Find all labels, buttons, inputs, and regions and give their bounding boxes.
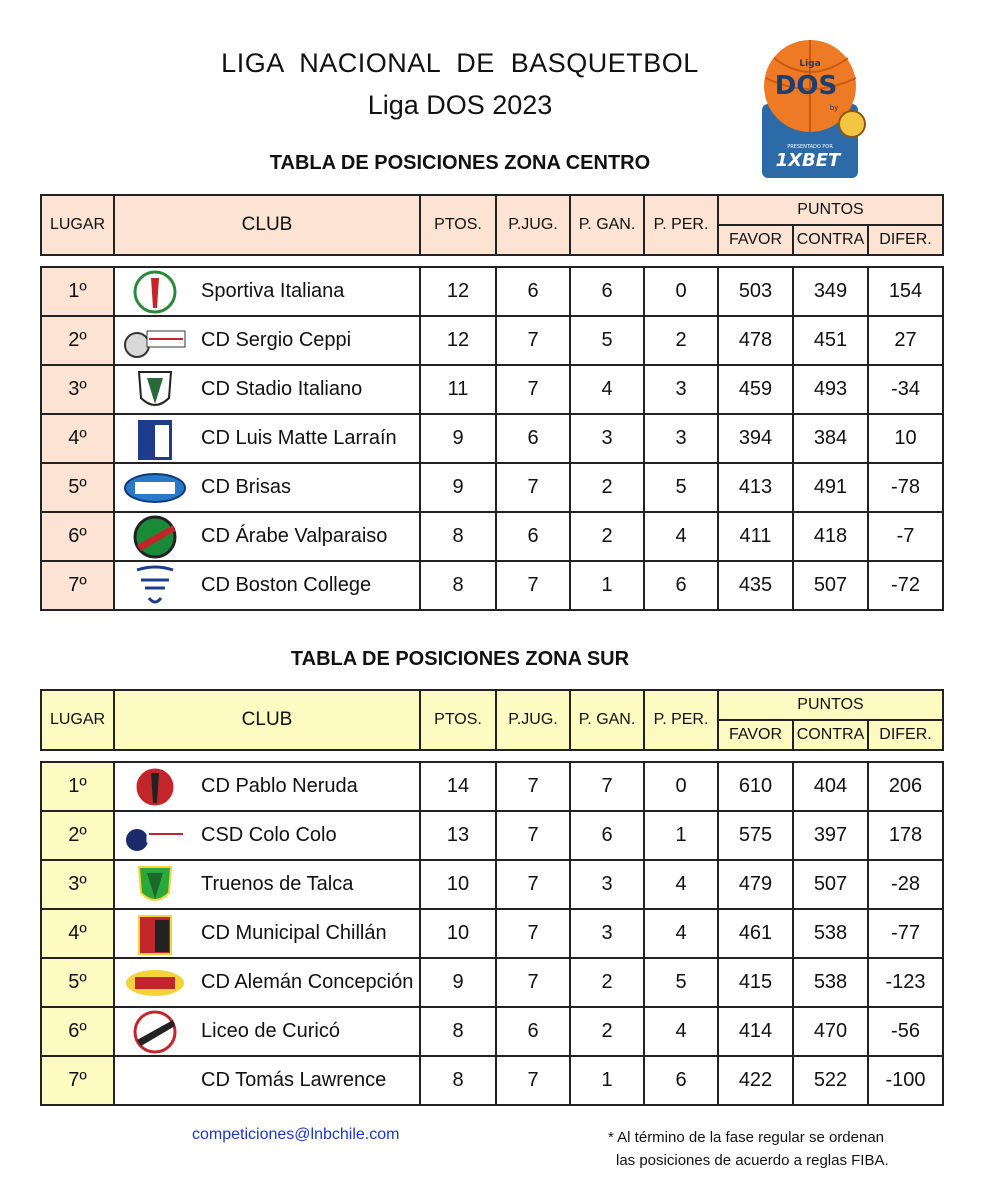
club-cell — [114, 811, 420, 860]
sportiva-italiana-logo-icon — [123, 270, 187, 314]
svg-text:Liga: Liga — [799, 59, 821, 69]
season-subtitle: Liga DOS 2023 — [367, 90, 553, 120]
boston-college-logo-icon — [123, 564, 187, 608]
position-cell: 3º — [41, 365, 114, 414]
pjug-cell: 7 — [496, 561, 570, 610]
ptos-cell: 12 — [420, 316, 496, 365]
table-row — [41, 762, 943, 811]
stadio-italiano-logo-icon — [123, 368, 187, 412]
col-lugar: LUGAR — [41, 690, 114, 750]
favor-cell: 575 — [718, 811, 793, 860]
pper-cell: 1 — [644, 811, 718, 860]
club-cell — [114, 909, 420, 958]
contra-cell: 493 — [793, 365, 868, 414]
favor-cell: 610 — [718, 762, 793, 811]
pgan-cell: 6 — [570, 811, 644, 860]
pper-cell: 5 — [644, 958, 718, 1007]
difer-cell: 27 — [868, 316, 943, 365]
zona-sur-table — [40, 761, 944, 1106]
col-club: CLUB — [114, 690, 420, 750]
club-name: Sportiva Italiana — [201, 280, 345, 302]
club-name: CD Brisas — [201, 476, 292, 498]
pgan-cell: 6 — [570, 267, 644, 316]
club-cell — [114, 958, 420, 1007]
position-cell: 5º — [41, 463, 114, 512]
ptos-cell: 8 — [420, 1007, 496, 1056]
pjug-cell: 7 — [496, 860, 570, 909]
ptos-cell: 9 — [420, 463, 496, 512]
pper-cell: 6 — [644, 561, 718, 610]
pgan-cell: 2 — [570, 463, 644, 512]
table-row — [41, 1056, 943, 1105]
pjug-cell: 7 — [496, 1056, 570, 1105]
ptos-cell: 8 — [420, 561, 496, 610]
favor-cell: 479 — [718, 860, 793, 909]
difer-cell: 154 — [868, 267, 943, 316]
col-ptos: PTOS. — [420, 195, 496, 255]
favor-cell: 422 — [718, 1056, 793, 1105]
pper-cell: 0 — [644, 762, 718, 811]
club-cell — [114, 365, 420, 414]
table-row — [41, 414, 943, 463]
pgan-cell: 2 — [570, 958, 644, 1007]
table-row — [41, 811, 943, 860]
table-row — [41, 1007, 943, 1056]
col-pper: P. PER. — [644, 195, 718, 255]
club-cell — [114, 463, 420, 512]
table-row — [41, 958, 943, 1007]
club-name: CD Sergio Ceppi — [201, 329, 352, 351]
difer-cell: -78 — [868, 463, 943, 512]
pper-cell: 5 — [644, 463, 718, 512]
col-pgan: P. GAN. — [570, 195, 644, 255]
table-row — [41, 316, 943, 365]
zona-centro-header — [40, 194, 944, 256]
pgan-cell: 4 — [570, 365, 644, 414]
ptos-cell: 12 — [420, 267, 496, 316]
position-cell: 4º — [41, 909, 114, 958]
colo-colo-logo-icon — [123, 814, 187, 858]
ptos-cell: 8 — [420, 512, 496, 561]
favor-cell: 415 — [718, 958, 793, 1007]
pper-cell: 4 — [644, 1007, 718, 1056]
pgan-cell: 3 — [570, 414, 644, 463]
arabe-valparaiso-logo-icon — [123, 515, 187, 559]
ptos-cell: 11 — [420, 365, 496, 414]
contra-cell: 384 — [793, 414, 868, 463]
sergio-ceppi-logo-icon — [123, 319, 187, 363]
position-cell: 6º — [41, 512, 114, 561]
difer-cell: -72 — [868, 561, 943, 610]
ptos-cell: 9 — [420, 958, 496, 1007]
position-cell: 7º — [41, 1056, 114, 1105]
contra-cell: 491 — [793, 463, 868, 512]
ptos-cell: 14 — [420, 762, 496, 811]
pjug-cell: 7 — [496, 909, 570, 958]
table-row — [41, 267, 943, 316]
club-name: CD Pablo Neruda — [201, 775, 358, 797]
zona-centro-table — [40, 266, 944, 611]
pper-cell: 3 — [644, 414, 718, 463]
aleman-concepcion-logo-icon — [123, 961, 187, 1005]
ptos-cell: 10 — [420, 909, 496, 958]
pjug-cell: 7 — [496, 316, 570, 365]
pper-cell: 6 — [644, 1056, 718, 1105]
tomas-lawrence-logo-icon — [123, 1059, 187, 1103]
svg-text:1XBET: 1XBET — [775, 150, 841, 171]
pjug-cell: 7 — [496, 463, 570, 512]
contra-cell: 538 — [793, 958, 868, 1007]
table-row — [41, 463, 943, 512]
club-cell — [114, 1056, 420, 1105]
col-puntos: PUNTOS — [718, 195, 943, 225]
footnote — [608, 1126, 889, 1172]
col-pjug: P.JUG. — [496, 690, 570, 750]
club-name: CD Árabe Valparaiso — [201, 525, 388, 547]
table-row — [41, 365, 943, 414]
favor-cell: 411 — [718, 512, 793, 561]
table-row — [41, 860, 943, 909]
col-difer: DIFER. — [868, 720, 943, 750]
club-name: CSD Colo Colo — [201, 824, 337, 846]
club-name: CD Municipal Chillán — [201, 922, 387, 944]
ptos-cell: 10 — [420, 860, 496, 909]
pgan-cell: 3 — [570, 909, 644, 958]
pper-cell: 0 — [644, 267, 718, 316]
club-name: Liceo de Curicó — [201, 1020, 340, 1042]
favor-cell: 414 — [718, 1007, 793, 1056]
footnote-line-2: las posiciones de acuerdo a reglas FIBA. — [616, 1152, 889, 1169]
zona-sur-title: TABLA DE POSICIONES ZONA SUR — [290, 648, 630, 670]
pgan-cell: 3 — [570, 860, 644, 909]
difer-cell: -77 — [868, 909, 943, 958]
pgan-cell: 7 — [570, 762, 644, 811]
club-cell — [114, 316, 420, 365]
position-cell: 1º — [41, 267, 114, 316]
brisas-logo-icon — [123, 466, 187, 510]
position-cell: 6º — [41, 1007, 114, 1056]
favor-cell: 478 — [718, 316, 793, 365]
col-lugar: LUGAR — [41, 195, 114, 255]
club-cell — [114, 512, 420, 561]
difer-cell: 206 — [868, 762, 943, 811]
col-difer: DIFER. — [868, 225, 943, 255]
table-row — [41, 512, 943, 561]
club-name: CD Boston College — [201, 574, 372, 596]
position-cell: 2º — [41, 811, 114, 860]
position-cell: 2º — [41, 316, 114, 365]
municipal-chillan-logo-icon — [123, 912, 187, 956]
pjug-cell: 7 — [496, 958, 570, 1007]
pgan-cell: 5 — [570, 316, 644, 365]
svg-text:by: by — [829, 104, 839, 112]
col-favor: FAVOR — [718, 225, 793, 255]
difer-cell: -7 — [868, 512, 943, 561]
difer-cell: -28 — [868, 860, 943, 909]
liceo-curico-logo-icon — [123, 1010, 187, 1054]
ptos-cell: 8 — [420, 1056, 496, 1105]
truenos-talca-logo-icon — [123, 863, 187, 907]
position-cell: 7º — [41, 561, 114, 610]
favor-cell: 503 — [718, 267, 793, 316]
pper-cell: 4 — [644, 909, 718, 958]
liga-dos-logo-icon — [752, 38, 872, 180]
contra-cell: 507 — [793, 860, 868, 909]
ptos-cell: 9 — [420, 414, 496, 463]
favor-cell: 459 — [718, 365, 793, 414]
club-cell — [114, 762, 420, 811]
col-contra: CONTRA — [793, 720, 868, 750]
contra-cell: 522 — [793, 1056, 868, 1105]
difer-cell: -123 — [868, 958, 943, 1007]
position-cell: 3º — [41, 860, 114, 909]
club-cell — [114, 561, 420, 610]
contra-cell: 349 — [793, 267, 868, 316]
contra-cell: 470 — [793, 1007, 868, 1056]
contra-cell: 538 — [793, 909, 868, 958]
zona-sur-header — [40, 689, 944, 751]
col-club: CLUB — [114, 195, 420, 255]
pper-cell: 4 — [644, 860, 718, 909]
club-cell — [114, 414, 420, 463]
club-name: CD Alemán Concepción — [201, 971, 414, 993]
club-name: CD Tomás Lawrence — [201, 1069, 387, 1091]
col-ptos: PTOS. — [420, 690, 496, 750]
ptos-cell: 13 — [420, 811, 496, 860]
club-cell — [114, 267, 420, 316]
pgan-cell: 2 — [570, 512, 644, 561]
club-name: CD Stadio Italiano — [201, 378, 363, 400]
footnote-line-1: * Al término de la fase regular se ordenan — [608, 1129, 884, 1146]
pjug-cell: 6 — [496, 414, 570, 463]
pjug-cell: 6 — [496, 512, 570, 561]
difer-cell: -56 — [868, 1007, 943, 1056]
table-row — [41, 909, 943, 958]
pgan-cell: 1 — [570, 561, 644, 610]
pgan-cell: 2 — [570, 1007, 644, 1056]
contra-cell: 397 — [793, 811, 868, 860]
contra-cell: 451 — [793, 316, 868, 365]
pablo-neruda-logo-icon — [123, 765, 187, 809]
svg-text:DOS: DOS — [774, 71, 838, 101]
favor-cell: 461 — [718, 909, 793, 958]
contra-cell: 507 — [793, 561, 868, 610]
pjug-cell: 7 — [496, 762, 570, 811]
luis-matte-logo-icon — [123, 417, 187, 461]
pjug-cell: 6 — [496, 267, 570, 316]
col-favor: FAVOR — [718, 720, 793, 750]
difer-cell: -34 — [868, 365, 943, 414]
contra-cell: 418 — [793, 512, 868, 561]
club-name: Truenos de Talca — [201, 873, 354, 895]
pjug-cell: 6 — [496, 1007, 570, 1056]
pjug-cell: 7 — [496, 365, 570, 414]
svg-text:PRESENTADO POR: PRESENTADO POR — [787, 144, 833, 150]
contact-email-link[interactable]: competiciones@lnbchile.com — [192, 1126, 400, 1143]
difer-cell: 178 — [868, 811, 943, 860]
col-contra: CONTRA — [793, 225, 868, 255]
club-cell — [114, 1007, 420, 1056]
favor-cell: 413 — [718, 463, 793, 512]
table-row — [41, 561, 943, 610]
pper-cell: 4 — [644, 512, 718, 561]
col-pjug: P.JUG. — [496, 195, 570, 255]
club-name: CD Luis Matte Larraín — [201, 427, 397, 449]
contra-cell: 404 — [793, 762, 868, 811]
pgan-cell: 1 — [570, 1056, 644, 1105]
position-cell: 4º — [41, 414, 114, 463]
col-puntos: PUNTOS — [718, 690, 943, 720]
league-title: LIGA NACIONAL DE BASQUETBOL — [221, 48, 699, 78]
favor-cell: 394 — [718, 414, 793, 463]
favor-cell: 435 — [718, 561, 793, 610]
difer-cell: -100 — [868, 1056, 943, 1105]
pjug-cell: 7 — [496, 811, 570, 860]
pper-cell: 2 — [644, 316, 718, 365]
position-cell: 5º — [41, 958, 114, 1007]
club-cell — [114, 860, 420, 909]
difer-cell: 10 — [868, 414, 943, 463]
col-pper: P. PER. — [644, 690, 718, 750]
zona-centro-title: TABLA DE POSICIONES ZONA CENTRO — [269, 152, 651, 174]
position-cell: 1º — [41, 762, 114, 811]
pper-cell: 3 — [644, 365, 718, 414]
col-pgan: P. GAN. — [570, 690, 644, 750]
